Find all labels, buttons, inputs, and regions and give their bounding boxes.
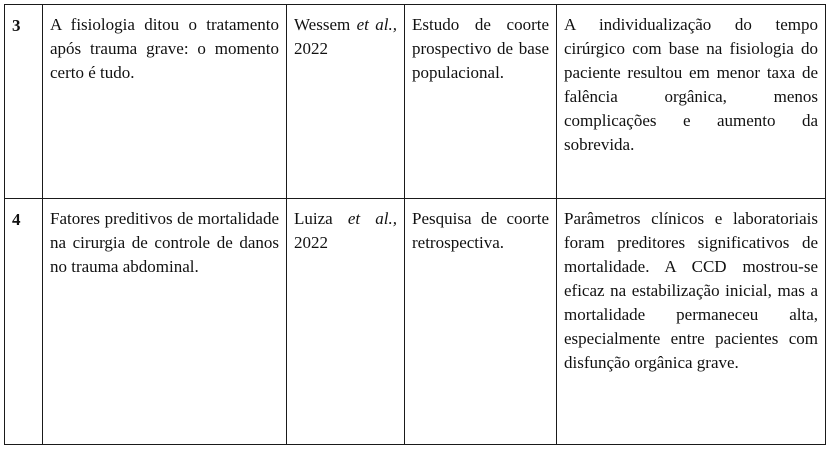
- author-year: 2022: [294, 39, 328, 58]
- row-number: 4: [5, 199, 43, 445]
- table-row: [5, 199, 826, 445]
- study-type: Estudo de coorte prospectivo de base populacional.: [405, 5, 557, 199]
- study-author: [287, 5, 405, 199]
- author-etal: et al.,: [347, 209, 397, 228]
- table-row: [5, 5, 826, 199]
- row-number: 3: [5, 5, 43, 199]
- author-year: 2022: [294, 233, 328, 252]
- study-title: A fisiologia ditou o tratamento após trauma grave: o momento certo é tudo.: [43, 5, 287, 199]
- study-result: Parâmetros clínicos e laboratoriais foram preditores significativos de mortalidade. A CCD mostrou-se eficaz na estabilização inicial, mas a mortalidade permaneceu alta, especialmente entre pacientes com disfunção orgânica grave.: [557, 199, 826, 445]
- studies-table: [4, 4, 826, 445]
- study-type: Pesquisa de coorte retrospectiva.: [405, 199, 557, 445]
- author-etal: et al.,: [356, 15, 397, 34]
- author-name: Luiza: [294, 209, 348, 228]
- study-author: [287, 199, 405, 445]
- study-result: A individualização do tempo cirúrgico com base na fisiologia do paciente resultou em menor taxa de falência orgânica, menos complicações e aumento da sobrevida.: [557, 5, 826, 199]
- study-title: Fatores preditivos de mortalidade na cirurgia de controle de danos no trauma abdominal.: [43, 199, 287, 445]
- author-name: Wessem: [294, 15, 357, 34]
